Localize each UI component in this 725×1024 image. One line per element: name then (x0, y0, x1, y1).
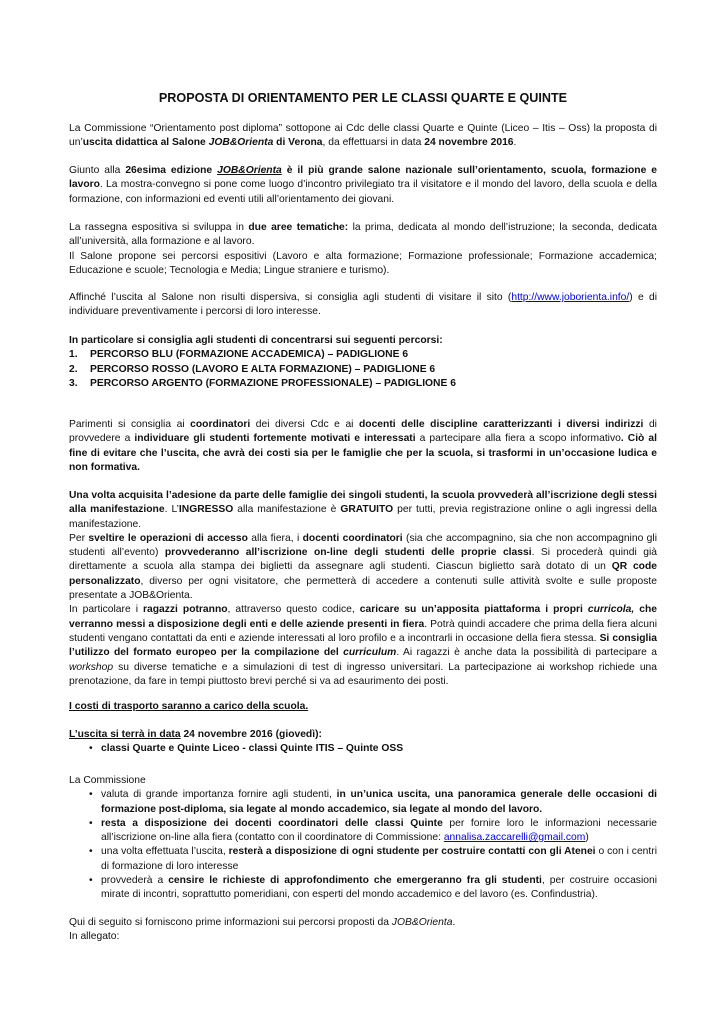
intro-paragraph: La Commissione “Orientamento post diploma” sottopone ai Cdc delle classi Quarte e Quinte (Liceo – Itis – Oss) la proposta di un’uscita didattica al Salone JOB&Orienta di Verona, da effettuarsi in data 24 novembre 2016. (69, 123, 657, 149)
list-item: 3. PERCORSO ARGENTO (FORMAZIONE PROFESSIONALE) – PADIGLIONE 6 (69, 377, 456, 389)
bullet-icon: • (89, 846, 93, 858)
percorsi-section (69, 334, 657, 391)
closing-section: Qui di seguito si forniscono prime informazioni sui percorsi proposti da JOB&Orienta. In allegato: (69, 917, 456, 943)
bullet-icon: • (89, 789, 93, 801)
parimenti-paragraph: Parimenti si consiglia ai coordinatori dei diversi Cdc e ai docenti delle discipline caratterizzanti i diversi indirizzi di provvedere a individuare gli studenti fortemente motivati e interessati a partecipare alla fiera a scopo informativo. Ciò al fine di evitare che l’uscita, che avrà dei costi sia per le famiglie che per la scuola, si trasformi in un’occasione ludica e non formativa. (69, 419, 657, 473)
commissione-label: La Commissione (69, 775, 146, 786)
list-item: 1. PERCORSO BLU (FORMAZIONE ACCADEMICA) – PADIGLIONE 6 (69, 349, 409, 361)
uscita-section: L’uscita si terrà in data 24 novembre 2016 (giovedì): • classi Quarte e Quinte Liceo - classi Quinte ITIS – Quinte OSS (69, 728, 657, 757)
joborienta-link[interactable]: http://www.joborienta.info/ (511, 292, 630, 303)
document-title: PROPOSTA DI ORIENTAMENTO PER LE CLASSI QUARTE E QUINTE (158, 91, 568, 105)
list-item: • classi Quarte e Quinte Liceo - classi Quinte ITIS – Quinte OSS (69, 742, 657, 756)
giunto-paragraph: Giunto alla 26esima edizione JOB&Orienta è il più grande salone nazionale sull’orientamento, scuola, formazione e lavoro. La mostra-convegno si pone come luogo d’incontro privilegiato tra il visitatore e il mondo del lavoro, della scuola e della formazione, con informazioni ed eventi utili all’orientamento dei giovani. (69, 165, 657, 205)
percorsi-heading: In particolare si consiglia agli studenti di concentrarsi sui seguenti percorsi: (69, 335, 443, 346)
list-item: • una volta effettuata l’uscita, resterà a disposizione di ogni studente per costruire contatti con gli Atenei o con i centri di formazione di loro interesse (89, 846, 657, 872)
list-item: • resta a disposizione dei docenti coordinatori delle classi Quinte per fornire loro le informazioni necessarie all’iscrizione on-line alla fiera (contatto con il coordinatore di Commissione: annalisa.zaccarelli@gmail.com) (89, 817, 658, 844)
costi-note: I costi di trasporto saranno a carico della scuola. (69, 701, 309, 712)
bullet-icon: • (89, 743, 93, 755)
list-item: • provvederà a censire le richieste di approfondimento che emergeranno fra gli studenti, per costruire occasioni mirate di incontri, soprattutto pomeridiani, con esperti del mondo accademico e del lavoro (es. Confindustria). (89, 875, 657, 901)
list-item: 2. PERCORSO ROSSO (LAVORO E ALTA FORMAZIONE) – PADIGLIONE 6 (69, 363, 436, 375)
bullet-icon: • (89, 875, 93, 887)
commissione-section (69, 774, 657, 903)
adesione-section: Una volta acquisita l’adesione da parte delle famiglie dei singoli studenti, la scuola provvederà all’iscrizione degli stessi alla manifestazione. L’INGRESSO alla manifestazione è GRATUITO per tutti, previa registrazione online o agli ingressi della manifestazione. Per sveltire le operazioni di accesso alla fiera, i docenti coordinatori (sia che accompagnino, sia che non accompagnino gli studenti all’evento) provvederanno all’iscrizione on-line degli studenti delle proprie classi. Si procederà quindi già direttamente a scuola alla stampa dei biglietti da assegnare agli studenti. Ciascun biglietto sarà dotato di un QR code personalizzato, diverso per ogni visitatore, che permetterà di accedere a contenuti sulle attività svolte e sulle proposte presentate a JOB&Orienta. In particolare i ragazzi potranno, attraverso questo codice, caricare su un’apposita piattaforma i propri curricola, che verranno messi a disposizione degli enti e delle aziende presenti in fiera. Potrà quindi accadere che prima della fiera alcuni studenti vengano contattati da enti e aziende interessati al loro profilo e a incontrarli in occasione della fiera stessa. Si consiglia l’utilizzo del formato europeo per la compilazione del curriculum. Ai ragazzi è anche data la possibilità di partecipare a workshop su diverse tematiche e a simulazioni di test di ingresso universitari. La partecipazione ai workshop richiede una prenotazione, da fare in tempi piuttosto brevi perché si va ad esaurimento dei posti. (69, 490, 658, 687)
affinche-paragraph: Affinché l’uscita al Salone non risulti dispersiva, si consiglia agli studenti di visitare il sito (http://www.joborienta.info/) e di individuare preventivamente i percorsi di loro interesse. (69, 292, 657, 318)
email-link[interactable]: annalisa.zaccarelli@gmail.com (443, 832, 586, 844)
rassegna-paragraph: La rassegna espositiva si sviluppa in due aree tematiche: la prima, dedicata al mondo dell’istruzione; la seconda, dedicata all’università, alla formazione e al lavoro. Il Salone propone sei percorsi espositivi (Lavoro e alta formazione; Formazione professionale; Formazione accademica; Educazione e scuole; Tecnologia e Media; Lingue straniere e turismo). (69, 222, 658, 276)
bullet-icon: • (89, 817, 93, 829)
list-item: • valuta di grande importanza fornire agli studenti, in un’unica uscita, una panoramica generale delle occasioni di formazione post-diploma, sia legate al mondo accademico, sia legate al mondo del lavoro. (89, 789, 657, 815)
